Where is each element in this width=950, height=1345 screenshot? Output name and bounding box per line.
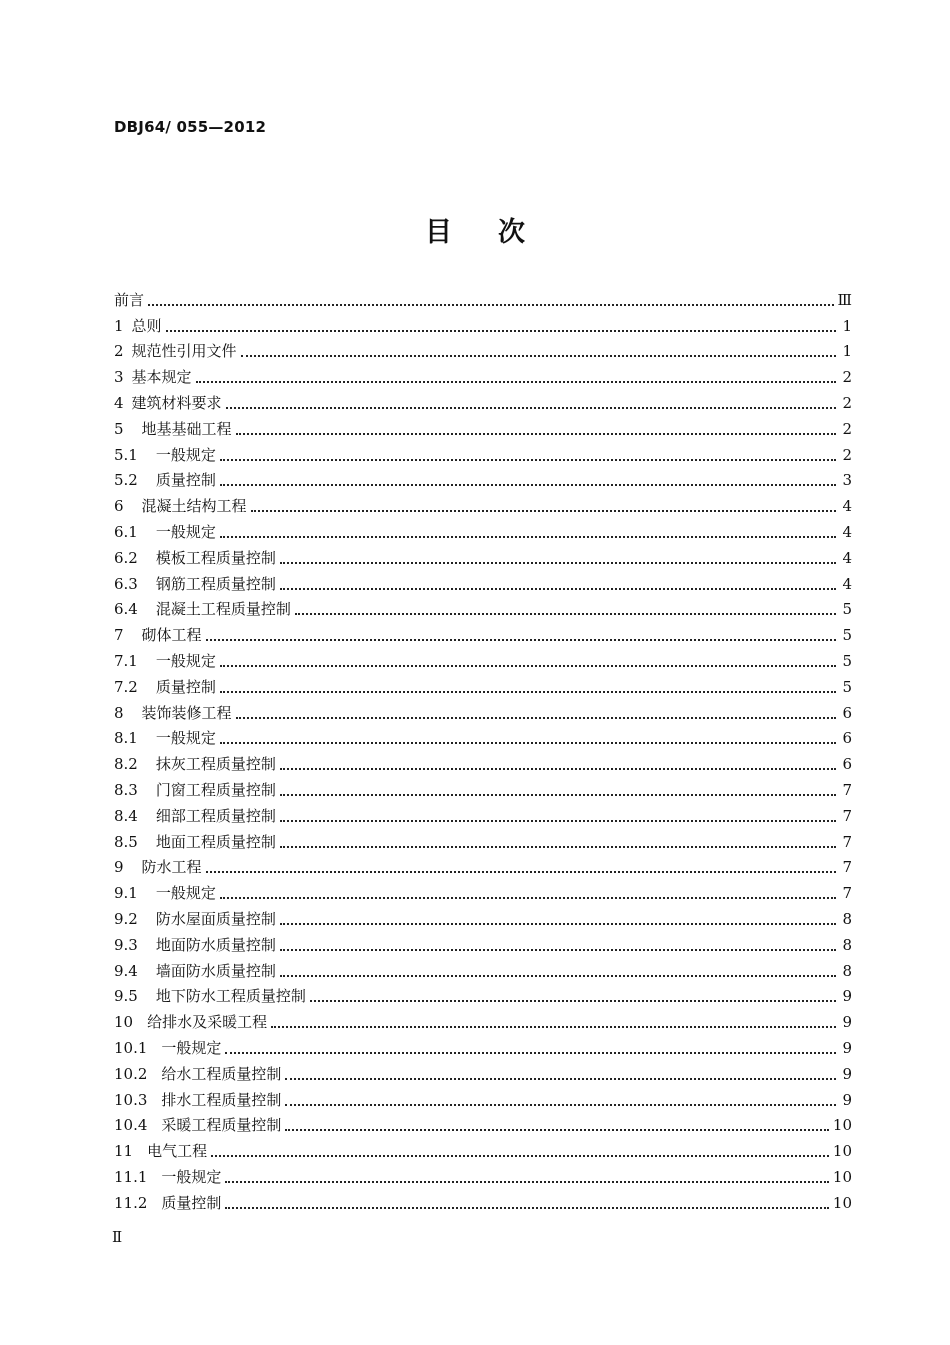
toc-leader-dots bbox=[211, 1141, 829, 1157]
toc-leader-dots bbox=[225, 1193, 828, 1209]
toc-entry-page: 5 bbox=[842, 651, 852, 670]
toc-entry-label: 一般规定 bbox=[155, 445, 216, 464]
toc-leader-dots bbox=[220, 883, 836, 899]
toc-entry-label: 给水工程质量控制 bbox=[161, 1064, 282, 1083]
toc-entry-page: 3 bbox=[842, 471, 852, 490]
toc-entry-page: 9 bbox=[842, 1090, 852, 1109]
toc-leader-dots bbox=[295, 599, 836, 615]
toc-leader-dots bbox=[220, 651, 836, 667]
toc-leader-dots bbox=[280, 806, 836, 822]
toc-leader-dots bbox=[251, 496, 836, 512]
toc-entry-label: 一般规定 bbox=[155, 522, 216, 541]
toc-entry-label: 模板工程质量控制 bbox=[155, 548, 276, 567]
toc-entry-page: 2 bbox=[842, 419, 852, 438]
toc-entry-label: 混凝土工程质量控制 bbox=[155, 600, 291, 619]
toc-entry-number: 6 bbox=[114, 497, 124, 516]
toc-entry[interactable] bbox=[114, 310, 852, 336]
toc-entry-page: 7 bbox=[842, 806, 852, 825]
toc-leader-dots bbox=[280, 754, 836, 770]
toc-entry[interactable] bbox=[114, 1006, 852, 1032]
toc-entry-number: 9.4 bbox=[114, 961, 138, 980]
toc-entry-number: 6.4 bbox=[114, 600, 138, 619]
toc-leader-dots bbox=[271, 1012, 836, 1028]
toc-entry-number: 8.2 bbox=[114, 755, 138, 774]
toc-entry-label: 排水工程质量控制 bbox=[161, 1090, 282, 1109]
toc-entry-number: 7.2 bbox=[114, 677, 138, 696]
toc-entry-page: 10 bbox=[832, 1142, 852, 1161]
toc-entry[interactable] bbox=[114, 284, 852, 310]
toc-entry[interactable] bbox=[114, 955, 852, 981]
toc-title: 目次 bbox=[425, 217, 571, 248]
toc-entry-number: 8.4 bbox=[114, 806, 138, 825]
toc-entry-label: 混凝土结构工程 bbox=[141, 497, 247, 516]
toc-leader-dots bbox=[220, 522, 836, 538]
toc-leader-dots bbox=[285, 1064, 836, 1080]
toc-entry-page: 1 bbox=[842, 316, 852, 335]
toc-entry-label: 规范性引用文件 bbox=[131, 342, 237, 361]
toc-entry-page: 7 bbox=[842, 858, 852, 877]
toc-entry-number: 5.2 bbox=[114, 471, 138, 490]
toc-entry-label: 质量控制 bbox=[155, 471, 216, 490]
toc-entry-label: 细部工程质量控制 bbox=[155, 806, 276, 825]
toc-entry[interactable] bbox=[114, 439, 852, 465]
toc-entry-number: 7 bbox=[114, 626, 124, 645]
toc-entry-number: 11 bbox=[114, 1142, 134, 1161]
toc-entry[interactable] bbox=[114, 542, 852, 568]
toc-entry-label: 建筑材料要求 bbox=[131, 393, 222, 412]
toc-entry-number: 6.2 bbox=[114, 548, 138, 567]
toc-entry-number: 11.1 bbox=[114, 1167, 148, 1186]
toc-entry-page: 10 bbox=[832, 1116, 852, 1135]
toc-leader-dots bbox=[226, 393, 836, 409]
toc-entry[interactable] bbox=[114, 929, 852, 955]
toc-entry-number: 9.2 bbox=[114, 909, 138, 928]
toc-entry-number: 7.1 bbox=[114, 651, 138, 670]
toc-entry-page: 9 bbox=[842, 1038, 852, 1057]
toc-entry-page: 8 bbox=[842, 961, 852, 980]
toc-entry[interactable] bbox=[114, 826, 852, 852]
toc-leader-dots bbox=[280, 548, 836, 564]
toc-entry-label: 地面工程质量控制 bbox=[155, 832, 276, 851]
toc-entry-number: 9.1 bbox=[114, 884, 138, 903]
toc-entry-label: 一般规定 bbox=[155, 651, 216, 670]
toc-entry[interactable] bbox=[114, 1058, 852, 1084]
toc-entry-label: 地基基础工程 bbox=[141, 419, 232, 438]
toc-entry-page: 1 bbox=[842, 342, 852, 361]
toc-entry-label: 给排水及采暖工程 bbox=[147, 1013, 268, 1032]
toc-entry[interactable] bbox=[114, 1135, 852, 1161]
toc-entry-number: 10.2 bbox=[114, 1064, 148, 1083]
toc-entry-label: 砌体工程 bbox=[141, 626, 202, 645]
toc-leader-dots bbox=[206, 857, 836, 873]
toc-entry-number: 1 bbox=[114, 316, 124, 335]
toc-entry-label: 门窗工程质量控制 bbox=[155, 780, 276, 799]
toc-entry-label: 墙面防水质量控制 bbox=[155, 961, 276, 980]
toc-leader-dots bbox=[280, 909, 836, 925]
toc-entry-number: 9.5 bbox=[114, 987, 138, 1006]
toc-entry-page: 5 bbox=[842, 677, 852, 696]
toc-entry-page: 10 bbox=[832, 1193, 852, 1212]
toc-entry-number: 8.5 bbox=[114, 832, 138, 851]
toc-leader-dots bbox=[310, 986, 836, 1002]
toc-entry-page: 9 bbox=[842, 1013, 852, 1032]
toc-entry[interactable] bbox=[114, 465, 852, 491]
toc-entry[interactable] bbox=[114, 645, 852, 671]
toc-entry-number: 10.1 bbox=[114, 1038, 148, 1057]
toc-entry[interactable] bbox=[114, 361, 852, 387]
toc-leader-dots bbox=[280, 935, 836, 951]
toc-entry[interactable] bbox=[114, 748, 852, 774]
toc-entry[interactable] bbox=[114, 671, 852, 697]
toc-entry-number: 10.3 bbox=[114, 1090, 148, 1109]
toc-entry[interactable] bbox=[114, 877, 852, 903]
toc-entry-number: 2 bbox=[114, 342, 124, 361]
document-code: DBJ64/ 055—2012 bbox=[114, 118, 267, 136]
toc-entry[interactable] bbox=[114, 413, 852, 439]
toc-entry-page: 4 bbox=[842, 548, 852, 567]
toc-entry-label: 一般规定 bbox=[155, 884, 216, 903]
toc-entry-label: 装饰装修工程 bbox=[141, 703, 232, 722]
toc-entry[interactable] bbox=[114, 852, 852, 878]
toc-entry[interactable] bbox=[114, 594, 852, 620]
toc-entry-number: 5 bbox=[114, 419, 124, 438]
toc-entry[interactable] bbox=[114, 516, 852, 542]
toc-entry-label: 采暖工程质量控制 bbox=[161, 1116, 282, 1135]
toc-entry-page: 5 bbox=[842, 600, 852, 619]
toc-entry-number: 3 bbox=[114, 368, 124, 387]
page-number: Ⅱ bbox=[112, 1228, 123, 1246]
toc-entry-page: 9 bbox=[842, 1064, 852, 1083]
toc-leader-dots bbox=[285, 1115, 828, 1131]
toc-leader-dots bbox=[220, 445, 836, 461]
toc-leader-dots bbox=[280, 961, 836, 977]
toc-leader-dots bbox=[225, 1038, 836, 1054]
toc-entry-page: 2 bbox=[842, 368, 852, 387]
toc-entry-page: 4 bbox=[842, 522, 852, 541]
toc-entry-page: 2 bbox=[842, 393, 852, 412]
table-of-contents bbox=[114, 284, 852, 1213]
toc-entry[interactable] bbox=[114, 387, 852, 413]
toc-entry[interactable] bbox=[114, 619, 852, 645]
toc-leader-dots bbox=[196, 367, 836, 383]
toc-entry-number: 9.3 bbox=[114, 935, 138, 954]
toc-leader-dots bbox=[241, 341, 836, 357]
toc-entry-label: 一般规定 bbox=[161, 1167, 222, 1186]
toc-entry-page: 5 bbox=[842, 626, 852, 645]
toc-entry-number: 6.3 bbox=[114, 574, 138, 593]
toc-entry[interactable] bbox=[114, 903, 852, 929]
toc-leader-dots bbox=[220, 677, 836, 693]
toc-entry-page: 2 bbox=[842, 445, 852, 464]
toc-entry[interactable] bbox=[114, 1187, 852, 1213]
toc-entry-label: 一般规定 bbox=[155, 729, 216, 748]
toc-entry-number: 10.4 bbox=[114, 1116, 148, 1135]
toc-entry-page: 10 bbox=[832, 1167, 852, 1186]
toc-entry-label: 质量控制 bbox=[155, 677, 216, 696]
toc-entry-number: 6.1 bbox=[114, 522, 138, 541]
toc-entry-number: 8 bbox=[114, 703, 124, 722]
toc-entry-label: 地下防水工程质量控制 bbox=[155, 987, 306, 1006]
toc-entry[interactable] bbox=[114, 774, 852, 800]
toc-entry-number: 11.2 bbox=[114, 1193, 148, 1212]
toc-entry[interactable] bbox=[114, 336, 852, 362]
toc-leader-dots bbox=[220, 470, 836, 486]
toc-entry-page: 7 bbox=[842, 780, 852, 799]
toc-entry-number: 9 bbox=[114, 858, 124, 877]
toc-entry-page: 8 bbox=[842, 935, 852, 954]
toc-entry[interactable] bbox=[114, 1084, 852, 1110]
toc-entry-page: 6 bbox=[842, 755, 852, 774]
toc-leader-dots bbox=[280, 780, 836, 796]
toc-entry-page: 9 bbox=[842, 987, 852, 1006]
toc-entry-number: 8.1 bbox=[114, 729, 138, 748]
toc-entry-label: 质量控制 bbox=[161, 1193, 222, 1212]
toc-entry-page: Ⅲ bbox=[837, 290, 852, 309]
toc-entry-page: 4 bbox=[842, 574, 852, 593]
toc-entry[interactable] bbox=[114, 490, 852, 516]
toc-entry-label: 前言 bbox=[114, 290, 145, 309]
toc-entry[interactable] bbox=[114, 1110, 852, 1136]
toc-entry-page: 7 bbox=[842, 832, 852, 851]
toc-entry[interactable] bbox=[114, 723, 852, 749]
toc-entry-label: 防水屋面质量控制 bbox=[155, 909, 276, 928]
toc-entry-label: 一般规定 bbox=[161, 1038, 222, 1057]
toc-leader-dots bbox=[206, 625, 836, 641]
toc-entry-number: 5.1 bbox=[114, 445, 138, 464]
toc-leader-dots bbox=[285, 1090, 836, 1106]
toc-entry-number: 8.3 bbox=[114, 780, 138, 799]
toc-entry[interactable] bbox=[114, 981, 852, 1007]
toc-entry[interactable] bbox=[114, 697, 852, 723]
toc-entry-label: 钢筋工程质量控制 bbox=[155, 574, 276, 593]
toc-entry-page: 7 bbox=[842, 884, 852, 903]
toc-leader-dots bbox=[236, 703, 836, 719]
toc-entry[interactable] bbox=[114, 800, 852, 826]
toc-entry[interactable] bbox=[114, 568, 852, 594]
toc-leader-dots bbox=[166, 316, 836, 332]
toc-entry-label: 地面防水质量控制 bbox=[155, 935, 276, 954]
toc-entry-label: 电气工程 bbox=[147, 1142, 208, 1161]
toc-entry-label: 总则 bbox=[131, 316, 162, 335]
toc-entry-label: 抹灰工程质量控制 bbox=[155, 755, 276, 774]
toc-entry-number: 4 bbox=[114, 393, 124, 412]
toc-entry[interactable] bbox=[114, 1161, 852, 1187]
toc-entry-label: 基本规定 bbox=[131, 368, 192, 387]
toc-entry-page: 6 bbox=[842, 729, 852, 748]
toc-entry-page: 4 bbox=[842, 497, 852, 516]
toc-leader-dots bbox=[280, 574, 836, 590]
toc-entry-page: 8 bbox=[842, 909, 852, 928]
toc-leader-dots bbox=[220, 728, 836, 744]
toc-entry-label: 防水工程 bbox=[141, 858, 202, 877]
toc-leader-dots bbox=[148, 290, 834, 306]
toc-leader-dots bbox=[225, 1167, 828, 1183]
toc-entry[interactable] bbox=[114, 1032, 852, 1058]
toc-leader-dots bbox=[236, 419, 836, 435]
toc-leader-dots bbox=[280, 832, 836, 848]
toc-entry-page: 6 bbox=[842, 703, 852, 722]
toc-entry-number: 10 bbox=[114, 1013, 134, 1032]
